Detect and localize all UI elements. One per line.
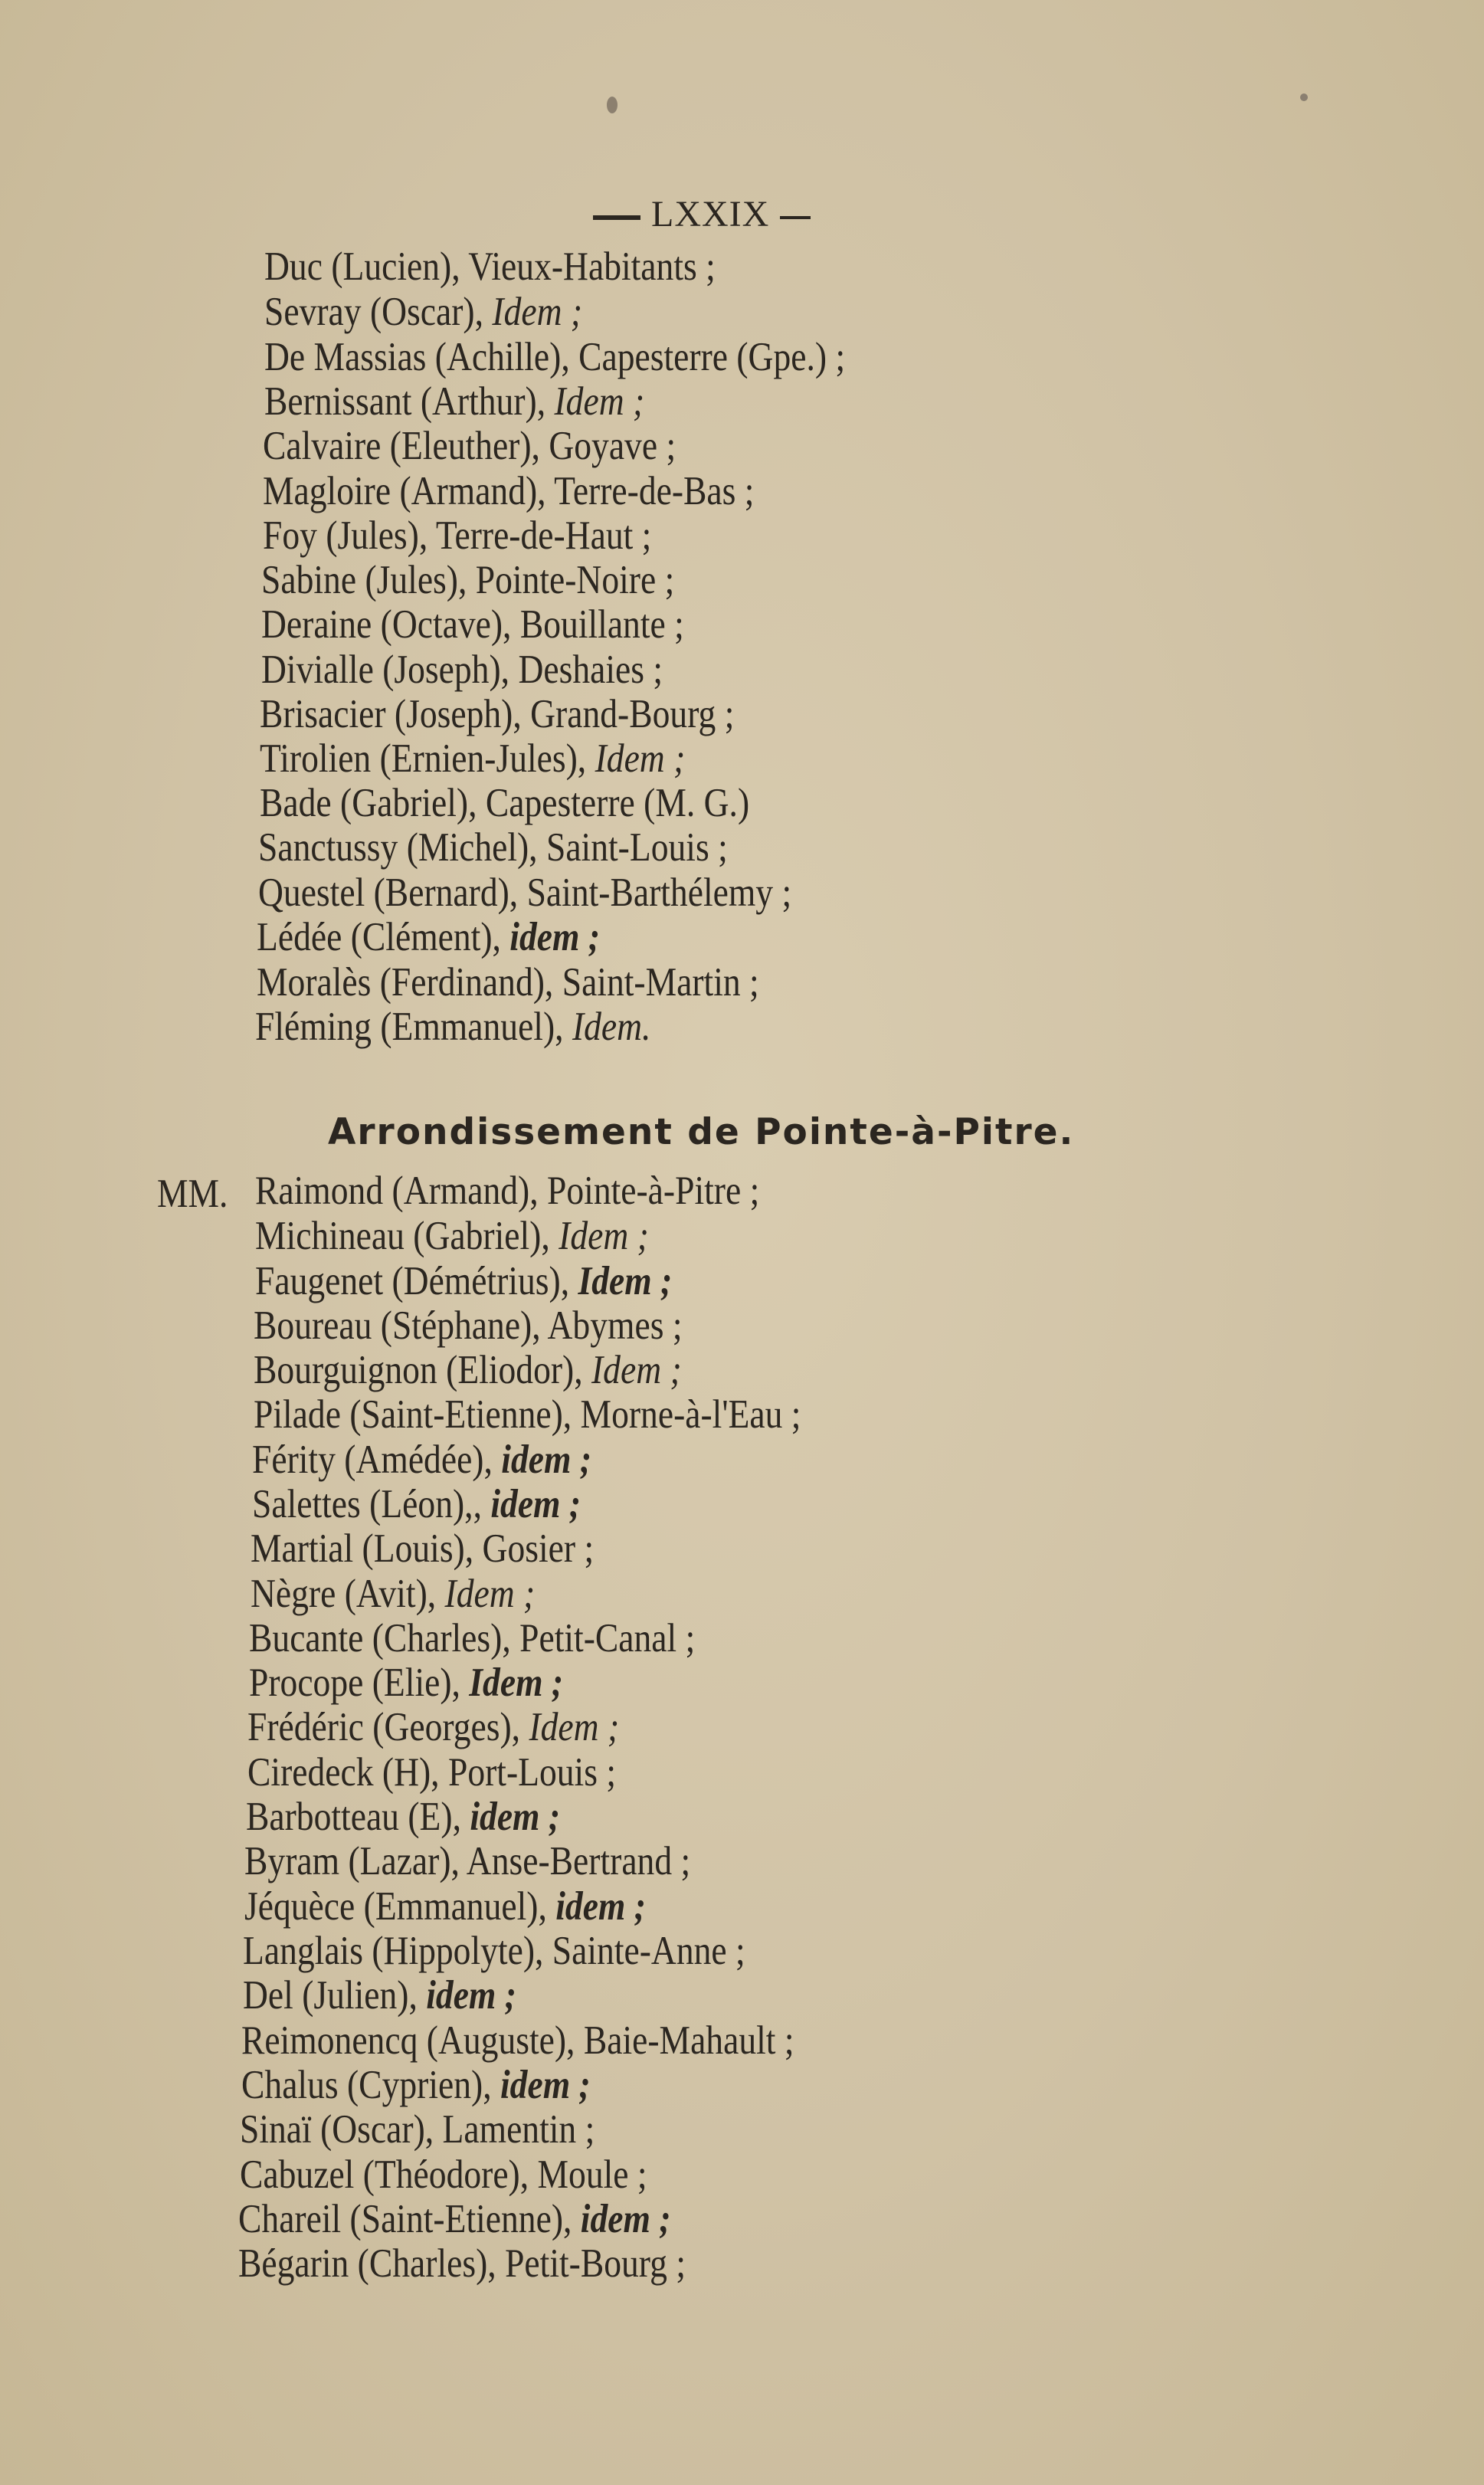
- entry-name: Bourguignon (Eliodor),: [254, 1348, 592, 1392]
- entry-name: Bucante (Charles),: [249, 1616, 520, 1660]
- entry-name: Faugenet (Démétrius),: [255, 1259, 578, 1303]
- list-item: [254, 1392, 801, 1437]
- entry-name: Magloire (Armand),: [263, 469, 555, 513]
- list-item: [249, 1660, 564, 1705]
- list-item: [261, 647, 663, 692]
- list-item: [257, 962, 759, 1003]
- entry-place: Idem.: [572, 1005, 651, 1049]
- entry-name: Deraine (Octave),: [261, 602, 520, 647]
- page-number: [582, 193, 812, 235]
- entry-place: Idem ;: [554, 379, 645, 424]
- entry-name: Moralès (Ferdinand),: [257, 960, 562, 1005]
- entry-place: Abymes ;: [547, 1303, 683, 1348]
- list-item: [251, 1526, 595, 1571]
- entry-name: Brisacier (Joseph),: [260, 692, 531, 736]
- entry-place: idem ;: [501, 1438, 591, 1482]
- entry-place: idem ;: [509, 915, 601, 959]
- list-item: [264, 379, 645, 424]
- list-item: [246, 1797, 560, 1838]
- entry-place: Sainte-Anne ;: [552, 1929, 745, 1973]
- list-item: [257, 917, 600, 958]
- entry-name: Salettes (Léon),,: [252, 1482, 491, 1526]
- entry-place: Morne-à-l'Eau ;: [580, 1392, 801, 1437]
- entry-name: Sinaï (Oscar),: [240, 2107, 443, 2152]
- list-item: [260, 783, 749, 824]
- entry-place: Idem ;: [559, 1214, 649, 1258]
- entry-name: Barbotteau (E),: [246, 1795, 470, 1839]
- paper-speck: [1300, 93, 1308, 101]
- entry-name: Foy (Jules),: [263, 513, 436, 558]
- entry-name: Chalus (Cyprien),: [241, 2063, 501, 2107]
- entry-place: Moule ;: [537, 2152, 647, 2197]
- entry-name: Férity (Amédée),: [252, 1438, 502, 1482]
- dash-right: [780, 216, 811, 219]
- list-item: [251, 1574, 535, 1615]
- entry-place: Idem ;: [578, 1259, 673, 1303]
- entry-name: Langlais (Hippolyte),: [243, 1929, 552, 1973]
- entry-place: Idem ;: [529, 1705, 620, 1749]
- entry-place: Idem ;: [492, 290, 583, 334]
- list-item: [240, 2152, 647, 2197]
- list-item: [254, 1350, 682, 1391]
- section-heading: Arrondissement de Pointe-à-Pitre.: [328, 1111, 1075, 1153]
- entry-name: Jéquèce (Emmanuel),: [244, 1884, 556, 1929]
- entry-name: Byram (Lazar),: [244, 1839, 467, 1883]
- entry-name: Reimonencq (Auguste),: [241, 2018, 584, 2063]
- entry-place: Pointe-Noire ;: [475, 558, 675, 602]
- list-item: [241, 2018, 794, 2063]
- entry-name: Martial (Louis),: [251, 1526, 483, 1571]
- entry-place: Capesterre (M. G.): [485, 781, 750, 825]
- list-item: [260, 736, 686, 781]
- entry-place: Port-Louis ;: [447, 1750, 617, 1795]
- page-number-text: LXXIX: [651, 194, 770, 234]
- list-item: [243, 1975, 516, 2016]
- list-item: [238, 2241, 686, 2286]
- list-item: [247, 1707, 619, 1748]
- entry-place: idem ;: [470, 1795, 561, 1839]
- entry-place: Pointe-à-Pitre ;: [547, 1169, 760, 1213]
- list-item: [238, 2199, 671, 2240]
- entry-name: Nègre (Avit),: [251, 1572, 445, 1616]
- list-item: [255, 1216, 649, 1257]
- entry-place: Baie-Mahault ;: [583, 2018, 794, 2063]
- list-item: [244, 1884, 646, 1929]
- entry-name: Bégarin (Charles),: [238, 2241, 506, 2286]
- list-item: [258, 825, 728, 870]
- list-item: [252, 1440, 591, 1480]
- entry-place: Bouillante ;: [519, 602, 684, 647]
- entry-name: Divialle (Joseph),: [261, 647, 519, 692]
- entry-place: Saint-Martin ;: [562, 960, 759, 1005]
- entry-name: Sabine (Jules),: [261, 558, 476, 602]
- entry-place: Goyave ;: [549, 424, 676, 468]
- entry-place: Lamentin ;: [442, 2107, 595, 2152]
- list-item: [240, 2107, 595, 2152]
- entry-place: Petit-Canal ;: [519, 1616, 696, 1660]
- list-item: [263, 471, 754, 512]
- entry-name: Frédéric (Georges),: [247, 1705, 529, 1749]
- list-item: [258, 870, 792, 915]
- entry-name: Chareil (Saint-Etienne),: [238, 2197, 581, 2241]
- entry-name: Procope (Elie),: [249, 1660, 470, 1705]
- list-item: [263, 513, 652, 558]
- entry-name: Sanctussy (Michel),: [258, 825, 546, 870]
- list-item: [254, 1303, 683, 1348]
- entry-place: idem ;: [500, 2063, 591, 2107]
- entry-place: Gosier ;: [482, 1526, 595, 1571]
- list-item: [264, 244, 716, 289]
- list-item: [252, 1484, 581, 1525]
- list-item: [255, 1007, 650, 1047]
- list-item: [255, 1261, 672, 1302]
- entry-place: Idem ;: [469, 1660, 564, 1705]
- list-item: [264, 292, 582, 333]
- entry-name: Duc (Lucien),: [264, 244, 469, 289]
- mm-label: MM.: [157, 1172, 228, 1216]
- entry-place: idem ;: [555, 1884, 646, 1929]
- entry-place: Anse-Bertrand ;: [466, 1839, 691, 1883]
- entry-place: idem ;: [490, 1482, 581, 1526]
- list-item: [249, 1618, 695, 1659]
- entry-name: Lédée (Clément),: [257, 915, 510, 959]
- entry-place: Saint-Louis ;: [545, 825, 728, 870]
- entry-place: Idem ;: [591, 1348, 682, 1392]
- list-item: [261, 602, 684, 647]
- list-item: [243, 1931, 745, 1972]
- entry-place: Petit-Bourg ;: [505, 2241, 686, 2286]
- entry-name: Bade (Gabriel),: [260, 781, 486, 825]
- dash-left: [593, 215, 640, 220]
- entry-place: Vieux-Habitants ;: [468, 244, 716, 289]
- entry-name: Ciredeck (H),: [247, 1750, 448, 1795]
- entry-name: Pilade (Saint-Etienne),: [254, 1392, 581, 1437]
- entry-name: Sevray (Oscar),: [264, 290, 493, 334]
- entry-name: Michineau (Gabriel),: [255, 1214, 559, 1258]
- entry-name: Raimond (Armand),: [255, 1169, 548, 1213]
- entry-name: Questel (Bernard),: [258, 870, 527, 915]
- entry-place: Idem ;: [595, 736, 686, 781]
- list-item: [260, 694, 734, 735]
- list-item: [261, 560, 674, 601]
- entry-name: Boureau (Stéphane),: [254, 1303, 548, 1348]
- list-item: [263, 426, 676, 467]
- entry-name: Fléming (Emmanuel),: [255, 1005, 572, 1049]
- entry-name: Del (Julien),: [243, 1973, 427, 2018]
- list-item: [241, 2065, 591, 2106]
- entry-place: idem ;: [426, 1973, 516, 2018]
- entry-place: Terre-de-Haut ;: [435, 513, 652, 558]
- entry-name: Tirolien (Ernien-Jules),: [260, 736, 595, 781]
- entry-place: Saint-Barthélemy ;: [526, 870, 792, 915]
- entry-name: Bernissant (Arthur),: [264, 379, 555, 424]
- entry-place: idem ;: [580, 2197, 671, 2241]
- entry-name: Calvaire (Eleuther),: [263, 424, 549, 468]
- entry-place: Grand-Bourg ;: [530, 692, 735, 736]
- entry-name: De Massias (Achille),: [264, 335, 579, 379]
- entry-name: Cabuzel (Théodore),: [240, 2152, 538, 2197]
- entry-place: Capesterre (Gpe.) ;: [578, 335, 846, 379]
- list-item: [247, 1752, 616, 1793]
- entry-place: Idem ;: [444, 1572, 536, 1616]
- list-item: [244, 1841, 690, 1882]
- list-item: [255, 1171, 759, 1211]
- printer-ornament: [607, 97, 618, 113]
- entry-place: Deshaies ;: [518, 647, 663, 692]
- list-item: [264, 337, 845, 378]
- entry-place: Terre-de-Bas ;: [554, 469, 755, 513]
